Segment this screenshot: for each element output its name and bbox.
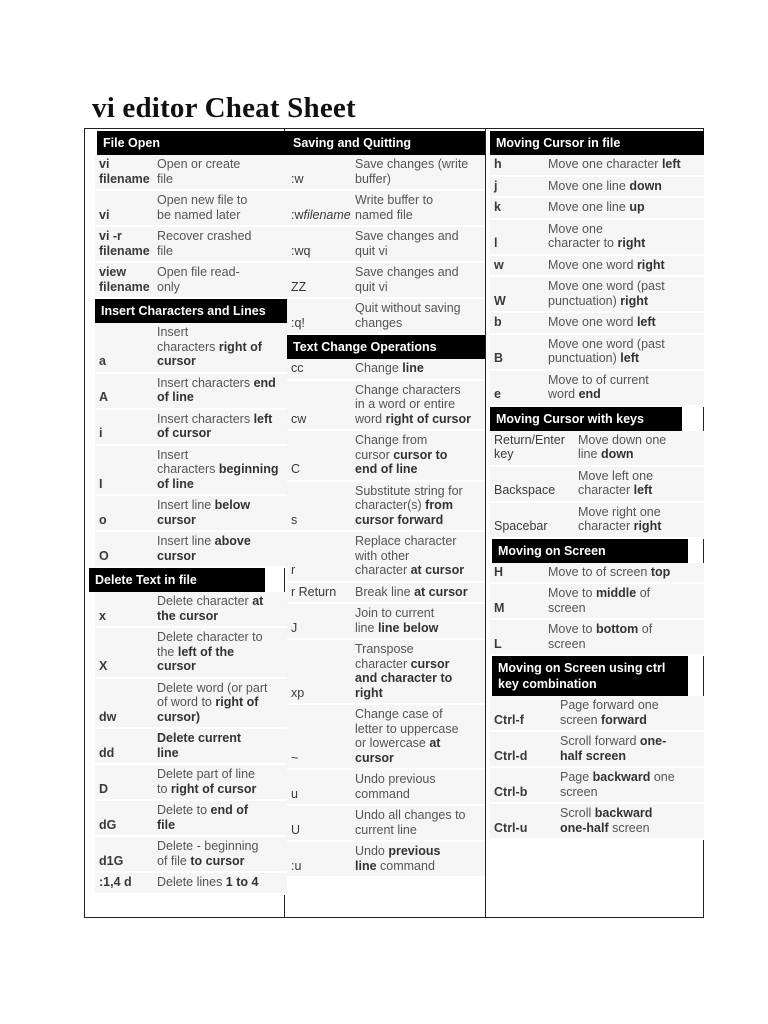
table-row (490, 563, 704, 585)
command-key: L (494, 636, 502, 651)
command-key: b (494, 315, 502, 329)
command-description: Save changes (write buffer) (355, 157, 469, 186)
command-description: Insert characters left of cursor (157, 411, 273, 440)
table-row (490, 503, 704, 539)
command-key: D (99, 781, 109, 796)
command-description: Page forward one screen forward (560, 698, 659, 727)
table-row (490, 371, 704, 407)
table-row (95, 873, 287, 895)
table-row (287, 359, 485, 381)
table-row (95, 765, 287, 801)
command-description: Delete current line (157, 731, 242, 760)
command-description: Undo all changes to current line (355, 808, 466, 837)
command-key: x (99, 608, 106, 623)
section-header-insert-characters-and-lines: Insert Characters and Lines (95, 299, 287, 323)
command-key: :wq (291, 243, 311, 258)
command-description: Move one word (past punctuation) left (548, 336, 665, 365)
table-row (95, 263, 287, 299)
command-description: Move one word right (548, 257, 665, 272)
command-key: l (494, 236, 498, 250)
command-description: Insert characters beginning of line (157, 447, 279, 491)
table-row (490, 696, 704, 732)
table-row (95, 323, 287, 374)
command-key: o (99, 512, 107, 527)
command-key: w (494, 257, 504, 272)
table-row (287, 604, 485, 640)
command-description: Break line at cursor (355, 584, 468, 599)
command-description: Undo previous command (355, 772, 436, 801)
command-description: Delete - beginning of file to cursor (157, 839, 259, 868)
command-key: :q! (291, 315, 305, 330)
command-description: Substitute string for character(s) from cursor forward (355, 483, 463, 527)
column-divider (485, 129, 486, 917)
command-key: xp (291, 685, 305, 700)
command-description: Move right one character right (578, 504, 662, 533)
command-key: d1G (99, 853, 124, 868)
section-header-saving-and-quitting: Saving and Quitting (287, 131, 485, 155)
command-key: Spacebar (494, 519, 548, 533)
command-key: I (99, 476, 103, 491)
command-description: Insert characters end of line (157, 375, 276, 404)
table-row (490, 620, 704, 656)
command-description: Replace character with other character at cursor (355, 534, 465, 577)
table-row (287, 532, 485, 583)
command-key: M (494, 600, 505, 615)
command-key: C (291, 462, 301, 476)
table-row (490, 335, 704, 371)
command-key: :1,4 d (99, 875, 132, 889)
command-description: Save changes and quit vi (355, 265, 459, 294)
table-row (95, 191, 287, 227)
cheat-sheet-table (84, 128, 704, 918)
command-description: Delete to end of file (157, 803, 249, 832)
column-file-insert-delete (95, 131, 287, 895)
command-key: r Return (291, 584, 337, 599)
command-description: Move one word (past punctuation) right (548, 279, 665, 308)
command-key: dw (99, 709, 117, 724)
table-row (287, 842, 485, 878)
command-description: Move one character to right (548, 221, 646, 250)
table-row (287, 806, 485, 842)
command-description: Change from cursor cursor to end of line (355, 433, 448, 476)
command-description: Open new file to be named later (157, 193, 248, 222)
command-description: Move to of current word end (548, 372, 649, 401)
command-key: :u (291, 858, 302, 873)
command-description: Move to of screen top (548, 564, 671, 579)
table-row (490, 732, 704, 768)
command-description: Move one character left (548, 157, 681, 171)
section-header-moving-cursor-with-keys: Moving Cursor with keys (490, 407, 682, 431)
command-key: H (494, 564, 504, 579)
table-row (287, 227, 485, 263)
command-key: j (494, 178, 498, 193)
page-title: vi editor Cheat Sheet (92, 92, 356, 124)
table-row (490, 277, 704, 313)
command-key: h (494, 157, 502, 171)
command-key: Ctrl-f (494, 712, 524, 727)
section-header-moving-cursor-in-file: Moving Cursor in file (490, 131, 704, 155)
command-key: u (291, 786, 298, 801)
section-header-moving-on-screen: Moving on Screen (492, 539, 688, 563)
command-description: Save changes and quit vi (355, 229, 459, 258)
table-row (287, 640, 485, 705)
table-row (287, 381, 485, 432)
table-row (490, 467, 704, 503)
command-key: vi (99, 207, 110, 222)
command-key: X (99, 659, 108, 673)
table-row (95, 532, 287, 568)
command-description: Move one word left (548, 315, 656, 329)
table-row (490, 198, 704, 220)
command-key: Ctrl-d (494, 748, 528, 763)
command-description: Delete word (or part of word to right of cursor) (157, 680, 268, 724)
table-row (95, 628, 287, 679)
command-key: :w (291, 171, 304, 186)
column-moving-cursor (490, 131, 704, 840)
command-description: Delete part of line to right of cursor (157, 767, 257, 796)
command-description: Open file read- only (157, 265, 240, 294)
command-key: U (291, 822, 301, 837)
table-row (95, 374, 287, 410)
table-row (287, 155, 485, 191)
table-row (287, 705, 485, 770)
table-row (95, 729, 287, 765)
command-key: view filename (99, 265, 150, 294)
command-key: cw (291, 411, 307, 426)
command-key: Ctrl-u (494, 820, 528, 835)
command-description: Join to current line line below (355, 606, 439, 635)
command-key: Backspace (494, 483, 556, 497)
command-key: k (494, 200, 501, 214)
command-description: Recover crashed file (157, 229, 252, 258)
command-key: A (99, 390, 109, 404)
command-key: i (99, 426, 103, 440)
table-row (490, 804, 704, 840)
table-row (490, 177, 704, 199)
table-row (95, 801, 287, 837)
table-row (490, 313, 704, 335)
command-key: ZZ (291, 279, 307, 294)
command-key: dG (99, 817, 117, 832)
table-row (490, 768, 704, 804)
table-row (490, 220, 704, 256)
command-description: Move to bottom of screen (548, 622, 653, 651)
command-description: Undo previous line command (355, 844, 441, 873)
table-row (287, 770, 485, 806)
command-description: Delete character at the cursor (157, 594, 264, 623)
table-row (287, 191, 485, 227)
command-description: Change line (355, 361, 424, 375)
table-row (287, 583, 485, 605)
table-row (95, 227, 287, 263)
command-description: Insert characters right of cursor (157, 325, 262, 368)
table-row (95, 592, 287, 628)
command-key: a (99, 354, 106, 368)
table-row (490, 155, 704, 177)
column-save-change (287, 131, 485, 878)
command-key: J (291, 620, 298, 635)
table-row (490, 584, 704, 620)
table-row (95, 496, 287, 532)
table-row (95, 837, 287, 873)
command-key: Return/Enter key (494, 432, 565, 461)
section-header-moving-on-screen-using-ctrl-key-combination: Moving on Screen using ctrl key combination (492, 656, 688, 696)
table-row (95, 410, 287, 446)
command-description: Scroll forward one- half screen (560, 734, 667, 763)
command-description: Transpose character cursor and character to right (355, 642, 453, 700)
table-row (287, 431, 485, 482)
command-key: dd (99, 745, 115, 760)
command-key: :w filename (291, 207, 351, 222)
command-key: vi -r filename (99, 229, 150, 258)
table-row (287, 482, 485, 533)
table-row (95, 679, 287, 730)
command-description: Change characters in a word or entire word right of cursor (355, 382, 471, 426)
table-row (490, 431, 704, 467)
command-key: B (494, 351, 504, 365)
command-description: Scroll backward one-half screen (560, 806, 653, 835)
table-row (287, 299, 485, 335)
command-key: vi filename (99, 157, 150, 186)
table-row (95, 446, 287, 497)
table-row (287, 263, 485, 299)
command-key: O (99, 548, 109, 563)
command-description: Delete lines 1 to 4 (157, 875, 259, 889)
command-description: Insert line below cursor (157, 498, 251, 527)
command-description: Move left one character left (578, 468, 654, 497)
section-header-file-open: File Open (97, 131, 287, 155)
command-description: Page backward one screen (560, 770, 675, 799)
command-key: e (494, 387, 501, 401)
command-key: s (291, 512, 298, 527)
section-header-delete-text-in-file: Delete Text in file (89, 568, 265, 592)
command-description: Change case of letter to uppercase or lowercase at cursor (355, 707, 459, 765)
command-description: Quit without saving changes (355, 301, 461, 330)
command-key: W (494, 293, 506, 308)
command-key: Ctrl-b (494, 784, 528, 799)
section-header-text-change-operations: Text Change Operations (287, 335, 485, 359)
table-row (95, 155, 287, 191)
command-key: cc (291, 361, 304, 375)
table-row (490, 256, 704, 278)
command-description: Open or create file (157, 157, 241, 186)
command-description: Move one line up (548, 200, 645, 214)
command-description: Move down one line down (578, 432, 667, 461)
command-description: Delete character to the left of the cursor (157, 630, 263, 673)
command-description: Write buffer to named file (355, 193, 434, 222)
command-key: ~ (291, 750, 299, 765)
command-description: Move to middle of screen (548, 586, 651, 615)
command-key: r (291, 563, 296, 577)
command-description: Insert line above cursor (157, 534, 251, 563)
command-description: Move one line down (548, 178, 662, 193)
